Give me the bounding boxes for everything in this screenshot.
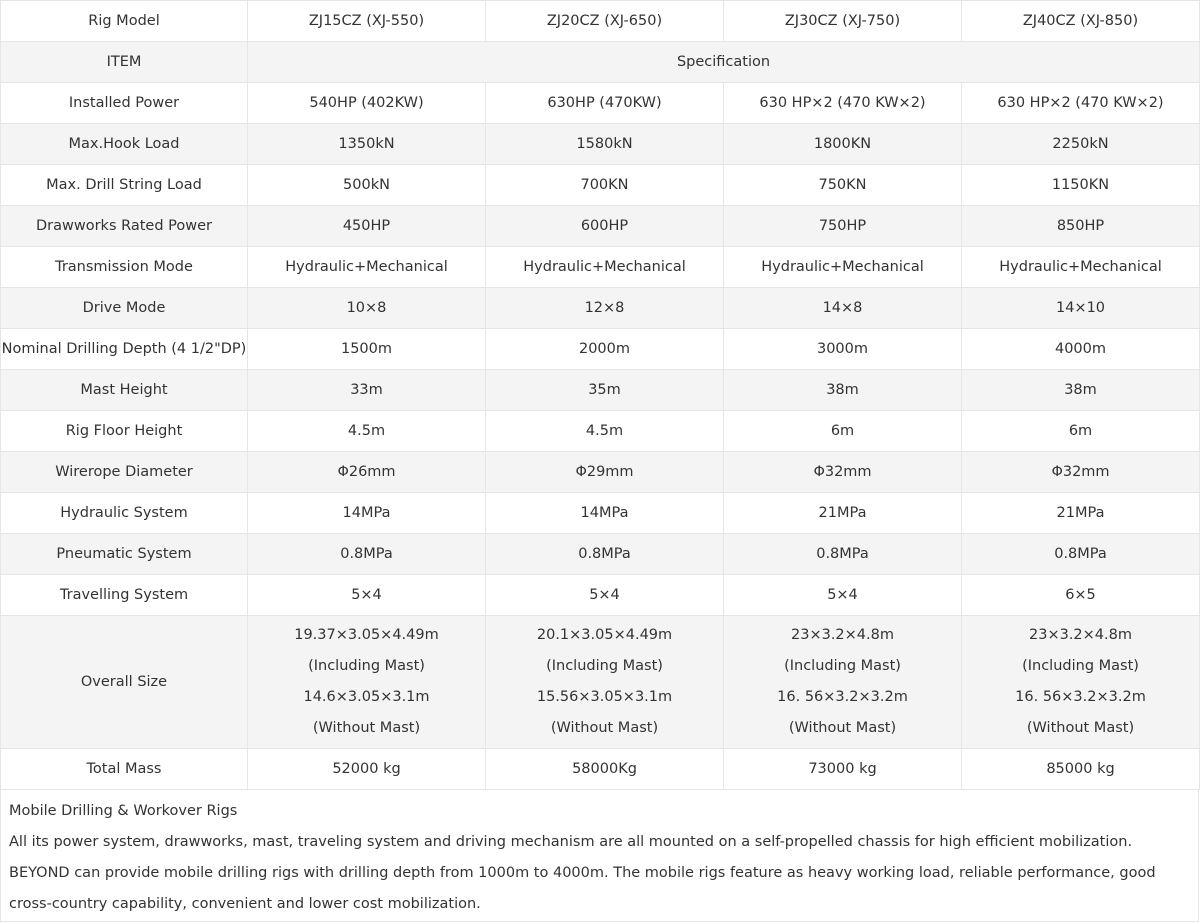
- item-label: ITEM: [1, 42, 248, 83]
- table-row: [1, 329, 1200, 370]
- overall-size-line: 16. 56×3.2×3.2m: [1015, 689, 1146, 705]
- spec-value-cell: 3000m: [724, 329, 962, 370]
- spec-value-cell: 540HP (402KW): [248, 83, 486, 124]
- description-title: Mobile Drilling & Workover Rigs: [9, 803, 238, 819]
- model-cell: ZJ40CZ (XJ-850): [962, 1, 1200, 42]
- table-row: [1, 83, 1200, 124]
- overall-size-line: (Without Mast): [1026, 720, 1135, 736]
- table-row: [1, 288, 1200, 329]
- spec-value-cell: Φ32mm: [962, 452, 1200, 493]
- row-label: Travelling System: [1, 575, 248, 616]
- overall-size-line: (Including Mast): [308, 658, 425, 674]
- spec-value-cell: 0.8MPa: [486, 534, 724, 575]
- overall-size-label: Overall Size: [1, 616, 248, 749]
- spec-value-cell: 1580kN: [486, 124, 724, 165]
- spec-value-cell: 700KN: [486, 165, 724, 206]
- overall-size-line: (Without Mast): [788, 720, 897, 736]
- spec-value-cell: 0.8MPa: [962, 534, 1200, 575]
- spec-value-cell: Φ29mm: [486, 452, 724, 493]
- spec-table-body: [1, 1, 1200, 790]
- spec-value-cell: Hydraulic+Mechanical: [248, 247, 486, 288]
- spec-value-cell: 1500m: [248, 329, 486, 370]
- overall-size-line: 14.6×3.05×3.1m: [303, 689, 430, 705]
- description-block: [0, 790, 1199, 922]
- spec-value-cell: 4.5m: [486, 411, 724, 452]
- overall-size-cell: [962, 616, 1200, 749]
- row-label: Pneumatic System: [1, 534, 248, 575]
- item-row: [1, 42, 1200, 83]
- overall-size-line: 23×3.2×4.8m: [1029, 627, 1132, 643]
- spec-value-cell: Hydraulic+Mechanical: [486, 247, 724, 288]
- spec-value-cell: 21MPa: [724, 493, 962, 534]
- model-cell: ZJ15CZ (XJ-550): [248, 1, 486, 42]
- spec-value-cell: 750KN: [724, 165, 962, 206]
- table-row: [1, 452, 1200, 493]
- header-row: [1, 1, 1200, 42]
- spec-value-cell: 2250kN: [962, 124, 1200, 165]
- table-row: [1, 534, 1200, 575]
- total-mass-cell: 52000 kg: [248, 749, 486, 790]
- overall-size-line: (Including Mast): [784, 658, 901, 674]
- rig-model-label: Rig Model: [1, 1, 248, 42]
- spec-value-cell: 1350kN: [248, 124, 486, 165]
- row-label: Transmission Mode: [1, 247, 248, 288]
- spec-value-cell: 0.8MPa: [724, 534, 962, 575]
- row-label: Rig Floor Height: [1, 411, 248, 452]
- spec-value-cell: 1150KN: [962, 165, 1200, 206]
- table-row: [1, 165, 1200, 206]
- row-label: Drive Mode: [1, 288, 248, 329]
- spec-value-cell: 850HP: [962, 206, 1200, 247]
- table-row: [1, 411, 1200, 452]
- table-row: [1, 206, 1200, 247]
- overall-size-line: 23×3.2×4.8m: [791, 627, 894, 643]
- spec-value-cell: 2000m: [486, 329, 724, 370]
- row-label: Nominal Drilling Depth (4 1/2"DP): [1, 329, 248, 370]
- spec-value-cell: 5×4: [724, 575, 962, 616]
- table-row: [1, 370, 1200, 411]
- spec-value-cell: 5×4: [248, 575, 486, 616]
- overall-size-line: (Without Mast): [312, 720, 421, 736]
- spec-value-cell: 6×5: [962, 575, 1200, 616]
- spec-value-cell: Φ32mm: [724, 452, 962, 493]
- row-label: Wirerope Diameter: [1, 452, 248, 493]
- overall-size-row: [1, 616, 1200, 749]
- spec-value-cell: 5×4: [486, 575, 724, 616]
- row-label: Hydraulic System: [1, 493, 248, 534]
- spec-value-cell: 630 HP×2 (470 KW×2): [724, 83, 962, 124]
- spec-value-cell: 1800KN: [724, 124, 962, 165]
- overall-size-cell: [486, 616, 724, 749]
- table-row: [1, 247, 1200, 288]
- table-row: [1, 493, 1200, 534]
- row-label: Installed Power: [1, 83, 248, 124]
- specification-heading: Specification: [248, 42, 1200, 83]
- spec-value-cell: 10×8: [248, 288, 486, 329]
- spec-value-cell: 450HP: [248, 206, 486, 247]
- overall-size-line: 16. 56×3.2×3.2m: [777, 689, 908, 705]
- total-mass-cell: 58000Kg: [486, 749, 724, 790]
- spec-value-cell: 6m: [724, 411, 962, 452]
- overall-size-cell: [248, 616, 486, 749]
- spec-value-cell: 38m: [962, 370, 1200, 411]
- row-label: Mast Height: [1, 370, 248, 411]
- spec-value-cell: 14MPa: [486, 493, 724, 534]
- spec-value-cell: 500kN: [248, 165, 486, 206]
- spec-value-cell: 35m: [486, 370, 724, 411]
- spec-value-cell: 4000m: [962, 329, 1200, 370]
- spec-value-cell: Hydraulic+Mechanical: [724, 247, 962, 288]
- overall-size-line: (Including Mast): [546, 658, 663, 674]
- overall-size-line: 15.56×3.05×3.1m: [536, 689, 673, 705]
- model-cell: ZJ20CZ (XJ-650): [486, 1, 724, 42]
- row-label: Drawworks Rated Power: [1, 206, 248, 247]
- total-mass-row: [1, 749, 1200, 790]
- spec-value-cell: 630HP (470KW): [486, 83, 724, 124]
- overall-size-line: 20.1×3.05×4.49m: [536, 627, 673, 643]
- spec-value-cell: 12×8: [486, 288, 724, 329]
- spec-value-cell: 750HP: [724, 206, 962, 247]
- spec-value-cell: 600HP: [486, 206, 724, 247]
- spec-value-cell: Φ26mm: [248, 452, 486, 493]
- total-mass-cell: 73000 kg: [724, 749, 962, 790]
- spec-value-cell: 14×8: [724, 288, 962, 329]
- table-row: [1, 575, 1200, 616]
- spec-value-cell: 630 HP×2 (470 KW×2): [962, 83, 1200, 124]
- spec-value-cell: 14MPa: [248, 493, 486, 534]
- overall-size-line: 19.37×3.05×4.49m: [294, 627, 439, 643]
- spec-value-cell: 6m: [962, 411, 1200, 452]
- table-row: [1, 124, 1200, 165]
- row-label: Max. Drill String Load: [1, 165, 248, 206]
- spec-value-cell: 33m: [248, 370, 486, 411]
- overall-size-line: (Including Mast): [1022, 658, 1139, 674]
- total-mass-label: Total Mass: [1, 749, 248, 790]
- spec-value-cell: 38m: [724, 370, 962, 411]
- spec-value-cell: 4.5m: [248, 411, 486, 452]
- spec-value-cell: 21MPa: [962, 493, 1200, 534]
- row-label: Max.Hook Load: [1, 124, 248, 165]
- spec-value-cell: 0.8MPa: [248, 534, 486, 575]
- model-cell: ZJ30CZ (XJ-750): [724, 1, 962, 42]
- total-mass-cell: 85000 kg: [962, 749, 1200, 790]
- spec-value-cell: Hydraulic+Mechanical: [962, 247, 1200, 288]
- description-body: All its power system, drawworks, mast, traveling system and driving mechanism are all mounted on a self-propelled chassis for high efficient mobilization. BEYOND can provide mobile drilling rigs with drilling depth from 1000m to 4000m. The mobile rigs feature as heavy working load, reliable performance, good cross-country capability, convenient and lower cost mobilization.: [9, 834, 1156, 912]
- overall-size-cell: [724, 616, 962, 749]
- overall-size-line: (Without Mast): [550, 720, 659, 736]
- spec-value-cell: 14×10: [962, 288, 1200, 329]
